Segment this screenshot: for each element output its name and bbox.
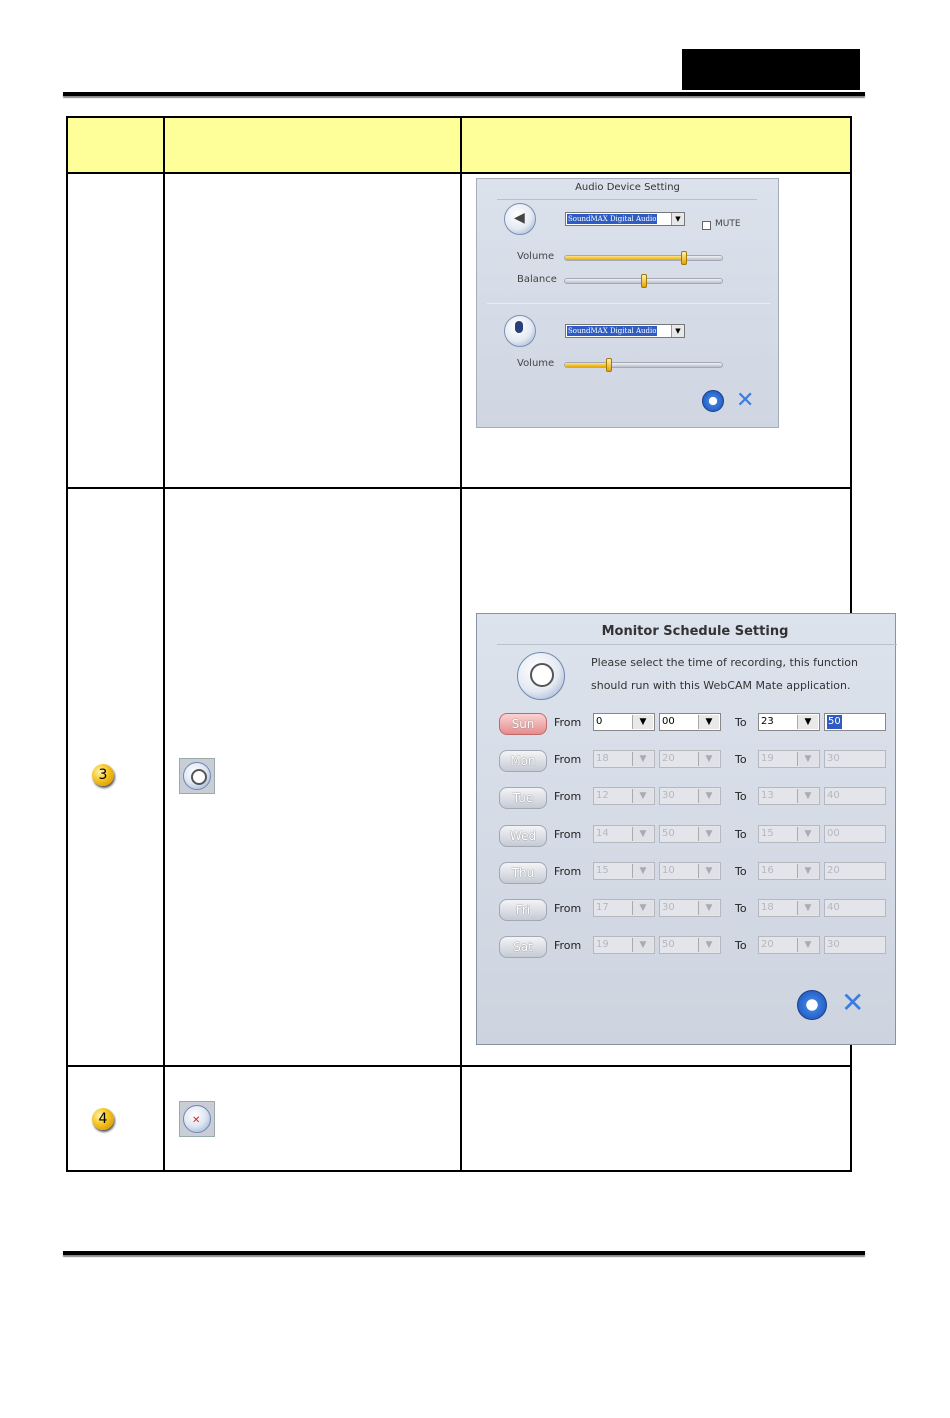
from-hour-select[interactable]: 19 ▼ [593,936,655,954]
column-divider-2 [460,118,462,1170]
balance-slider-thumb[interactable] [641,274,647,288]
top-rule [63,92,865,96]
input-device-select[interactable]: SoundMAX Digital Audio ▼ [565,324,685,338]
chevron-down-icon[interactable]: ▼ [632,752,653,766]
schedule-description-line1: Please select the time of recording, this function [591,656,859,669]
chevron-down-icon[interactable]: ▼ [698,938,719,952]
chevron-down-icon[interactable]: ▼ [698,864,719,878]
from-minute-select[interactable]: 10 ▼ [659,862,721,880]
volume-slider[interactable] [564,255,723,261]
schedule-clock-icon [179,758,215,794]
speaker-icon: ◀ [504,203,536,235]
step-badge-3: 3 [92,764,114,786]
chevron-down-icon[interactable]: ▼ [698,789,719,803]
to-minute-field[interactable]: 40 [824,899,886,917]
chevron-down-icon[interactable]: ▼ [797,789,818,803]
column-divider-1 [163,118,165,1170]
table-header-row [68,118,850,174]
chevron-down-icon[interactable]: ▼ [797,752,818,766]
close-icon[interactable]: ✕ [736,388,755,413]
chevron-down-icon[interactable]: ▼ [698,715,719,729]
to-label: To [735,902,747,915]
to-label: To [735,865,747,878]
chevron-down-icon[interactable]: ▼ [632,715,653,729]
chevron-down-icon[interactable]: ▼ [632,901,653,915]
to-minute-field[interactable]: 30 [824,750,886,768]
to-label: To [735,753,747,766]
audio-device-setting-panel [476,178,779,428]
from-minute-select[interactable]: 30 ▼ [659,787,721,805]
header-tab [682,49,860,90]
day-button-mon[interactable]: Mon [499,750,547,772]
to-label: To [735,828,747,841]
chevron-down-icon[interactable]: ▼ [632,827,653,841]
to-label: To [735,939,747,952]
day-button-wed[interactable]: Wed [499,825,547,847]
ok-icon[interactable] [702,390,724,412]
to-minute-field[interactable]: 50 [824,713,886,731]
volume-label: Volume [517,251,555,262]
chevron-down-icon[interactable]: ▼ [698,901,719,915]
from-hour-select[interactable]: 0 ▼ [593,713,655,731]
from-label: From [554,828,582,841]
from-label: From [554,939,582,952]
row-divider-2 [68,1065,850,1067]
from-minute-select[interactable]: 50 ▼ [659,936,721,954]
chevron-down-icon[interactable]: ▼ [632,789,653,803]
from-hour-select[interactable]: 12 ▼ [593,787,655,805]
from-hour-select[interactable]: 14 ▼ [593,825,655,843]
chevron-down-icon[interactable]: ▼ [797,827,818,841]
to-label: To [735,790,747,803]
day-button-sun[interactable]: Sun [499,713,547,735]
mute-checkbox[interactable] [702,221,711,230]
day-button-fri[interactable]: Fri [499,899,547,921]
to-hour-select[interactable]: 18 ▼ [758,899,820,917]
chevron-down-icon[interactable]: ▼ [671,325,684,337]
mic-volume-label: Volume [517,358,555,369]
bottom-rule [63,1251,865,1255]
day-button-thu[interactable]: Thu [499,862,547,884]
from-label: From [554,753,582,766]
to-minute-field[interactable]: 00 [824,825,886,843]
mic-volume-slider-thumb[interactable] [606,358,612,372]
audio-panel-title: Audio Device Setting [575,182,680,193]
mic-volume-slider[interactable] [564,362,723,368]
chevron-down-icon[interactable]: ▼ [797,901,818,915]
schedule-description-line2: should run with this WebCAM Mate application. [591,679,851,692]
to-label: To [735,716,747,729]
from-minute-select[interactable]: 20 ▼ [659,750,721,768]
monitor-schedule-setting-panel [476,613,896,1045]
from-hour-select[interactable]: 18 ▼ [593,750,655,768]
from-label: From [554,716,582,729]
from-label: From [554,902,582,915]
step-badge-4: 4 [92,1108,114,1130]
chevron-down-icon[interactable]: ▼ [632,938,653,952]
mute-label: MUTE [715,219,741,229]
row-divider-1 [68,487,850,489]
chevron-down-icon[interactable]: ▼ [797,864,818,878]
monitor-schedule-panel-viewport [476,613,865,1045]
to-hour-select[interactable]: 19 ▼ [758,750,820,768]
to-hour-select[interactable]: 15 ▼ [758,825,820,843]
from-minute-select[interactable]: 50 ▼ [659,825,721,843]
balance-label: Balance [517,274,557,285]
from-minute-select[interactable]: 00 ▼ [659,713,721,731]
from-label: From [554,865,582,878]
chevron-down-icon[interactable]: ▼ [698,752,719,766]
schedule-panel-title: Monitor Schedule Setting [601,624,789,639]
from-hour-select[interactable]: 15 ▼ [593,862,655,880]
output-device-select[interactable]: SoundMAX Digital Audio ▼ [565,212,685,226]
chevron-down-icon[interactable]: ▼ [671,213,684,225]
chevron-down-icon[interactable]: ▼ [797,938,818,952]
to-hour-select[interactable]: 23 ▼ [758,713,820,731]
volume-slider-thumb[interactable] [681,251,687,265]
from-label: From [554,790,582,803]
to-minute-field[interactable]: 30 [824,936,886,954]
day-button-tue[interactable]: Tue [499,787,547,809]
speaker-muted-icon: ✕ [179,1101,215,1137]
from-minute-select[interactable]: 30 ▼ [659,899,721,917]
balance-slider[interactable] [564,278,723,284]
to-minute-field[interactable]: 40 [824,787,886,805]
to-minute-field[interactable]: 20 [824,862,886,880]
chevron-down-icon[interactable]: ▼ [632,864,653,878]
to-hour-select[interactable]: 20 ▼ [758,936,820,954]
clock-icon [517,652,565,700]
chevron-down-icon[interactable]: ▼ [698,827,719,841]
chevron-down-icon[interactable]: ▼ [797,715,818,729]
day-button-sat[interactable]: Sat [499,936,547,958]
ok-icon[interactable] [797,990,827,1020]
to-hour-select[interactable]: 13 ▼ [758,787,820,805]
close-icon[interactable]: ✕ [841,986,865,1019]
microphone-icon [504,315,536,347]
to-hour-select[interactable]: 16 ▼ [758,862,820,880]
from-hour-select[interactable]: 17 ▼ [593,899,655,917]
